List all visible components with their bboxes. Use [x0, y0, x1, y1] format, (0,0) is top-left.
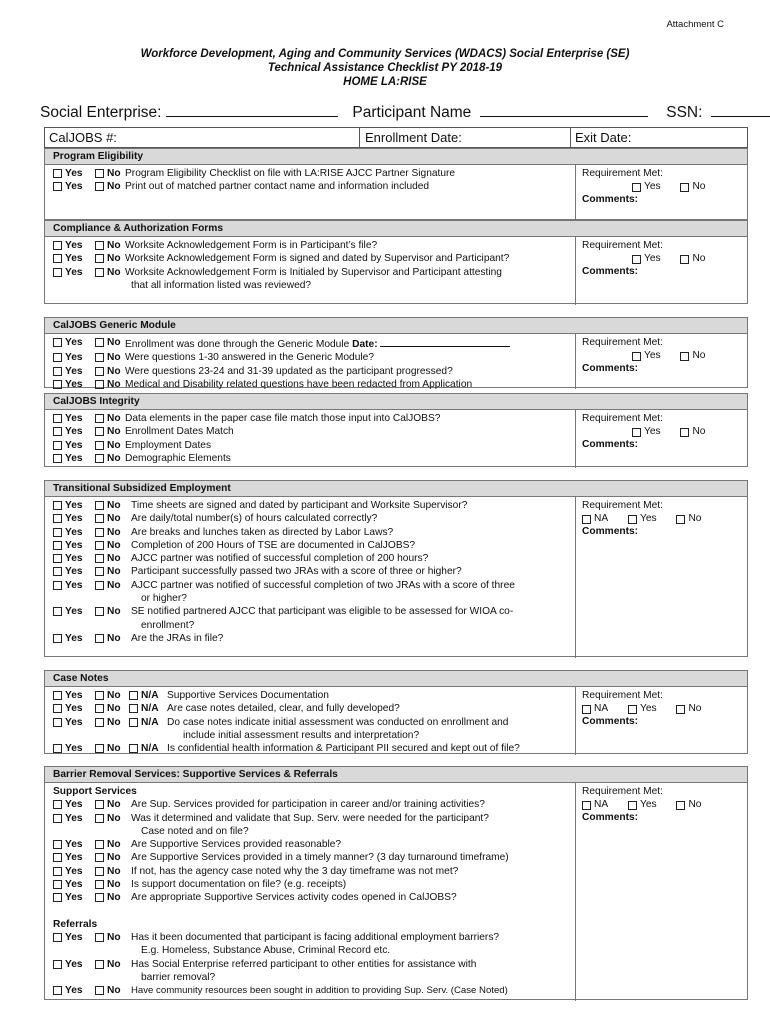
checklist-item: Yes No Worksite Acknowledgement Form is Initialed by Supervisor and Participant attesting	[53, 266, 583, 279]
req-no-checkbox[interactable]	[676, 705, 685, 714]
req-na-checkbox[interactable]	[582, 801, 591, 810]
yes-checkbox[interactable]	[53, 241, 62, 250]
checklist-item: Yes No N/A Do case notes indicate initial assessment was conducted on enrollment and	[53, 716, 583, 729]
req-yes-checkbox[interactable]	[632, 352, 641, 361]
requirement-met-box: Requirement Met: NA Yes No Comments:	[575, 783, 747, 1001]
requirement-met-box: Requirement Met: Yes No Comments:	[575, 165, 747, 221]
support-services-heading: Support Services	[53, 786, 137, 797]
program-eligibility-section	[44, 148, 748, 220]
ssn-field[interactable]	[711, 102, 770, 117]
social-enterprise-label: Social Enterprise:	[40, 104, 162, 121]
case-notes-section: Case Notes Yes No N/A Supportive Services Documentation Yes No N/A Are case notes detailed, clear, and fully developed? Yes No N/A Do case notes indicate initial assessment was conducted on enrollment and include initial assessment results and interpretation? Yes No N/A Is confidential health information & Participant PII secured and kept out of file? Requirement Met: NA Yes No Comments:	[44, 670, 748, 754]
no-checkbox[interactable]	[95, 528, 104, 537]
checklist-item: Yes No Medical and Disability related questions have been redacted from Application	[53, 378, 583, 391]
checklist-item: Yes No Enrollment was done through the Generic Module Date:	[53, 336, 583, 351]
no-checkbox[interactable]	[95, 554, 104, 563]
participant-name-label: Participant Name	[352, 104, 472, 121]
yes-checkbox[interactable]	[53, 254, 62, 263]
no-checkbox[interactable]	[95, 414, 104, 423]
no-checkbox[interactable]	[95, 567, 104, 576]
yes-checkbox[interactable]	[53, 501, 62, 510]
no-checkbox[interactable]	[95, 840, 104, 849]
no-checkbox[interactable]	[95, 960, 104, 969]
no-checkbox[interactable]	[95, 853, 104, 862]
yes-checkbox[interactable]	[53, 338, 62, 347]
attachment-label: Attachment C	[666, 19, 724, 30]
no-checkbox[interactable]	[95, 241, 104, 250]
no-checkbox[interactable]	[95, 691, 104, 700]
section-title: CalJOBS Integrity	[45, 394, 747, 410]
checklist-item: Yes No Are Sup. Services provided for participation in career and/or training activities?	[53, 798, 583, 811]
yes-checkbox[interactable]	[53, 514, 62, 523]
yes-checkbox[interactable]	[53, 986, 62, 995]
checklist-item: Yes No AJCC partner was notified of successful completion of 200 hours?	[53, 552, 583, 565]
checklist-item: Yes No Demographic Elements	[53, 452, 583, 465]
checklist-item: Yes No Time sheets are signed and dated by participant and Worksite Supervisor?	[53, 499, 583, 512]
no-checkbox[interactable]	[95, 441, 104, 450]
checklist-item: Yes No N/A Supportive Services Documentation	[53, 689, 583, 702]
yes-checkbox[interactable]	[53, 554, 62, 563]
checklist-item: Yes No N/A Is confidential health information & Participant PII secured and kept out of file?	[53, 742, 583, 755]
no-checkbox[interactable]	[95, 986, 104, 995]
section-title: Program Eligibility	[45, 149, 747, 165]
req-no-checkbox[interactable]	[680, 183, 689, 192]
no-checkbox[interactable]	[95, 353, 104, 362]
caljobs-generic-section	[44, 317, 748, 388]
yes-checkbox[interactable]	[53, 933, 62, 942]
yes-checkbox[interactable]	[53, 814, 62, 823]
requirement-met-box: Requirement Met: Yes No Comments:	[575, 410, 747, 468]
yes-checkbox[interactable]	[53, 541, 62, 550]
yes-checkbox[interactable]	[53, 353, 62, 362]
date-field[interactable]	[380, 336, 510, 347]
req-yes-checkbox[interactable]	[628, 705, 637, 714]
checklist-item: Yes No Print out of matched partner contact name and information included	[53, 180, 583, 193]
yes-checkbox[interactable]	[53, 427, 62, 436]
checklist-item: Yes No N/A Are case notes detailed, clear, and fully developed?	[53, 702, 583, 715]
na-checkbox[interactable]	[129, 691, 138, 700]
no-checkbox[interactable]	[95, 744, 104, 753]
referrals-heading: Referrals	[53, 918, 98, 930]
requirement-met-box: Requirement Met: NA Yes No Comments:	[575, 497, 747, 658]
checklist-item: Yes No Are Supportive Services provided in a timely manner? (3 day turnaround timeframe)	[53, 851, 583, 864]
na-checkbox[interactable]	[129, 704, 138, 713]
yes-checkbox[interactable]	[53, 454, 62, 463]
no-checkbox[interactable]	[95, 581, 104, 590]
req-yes-checkbox[interactable]	[628, 801, 637, 810]
checklist-item: Yes No Were questions 1-30 answered in the Generic Module?	[53, 351, 583, 364]
yes-checkbox[interactable]	[53, 853, 62, 862]
checklist-item: Yes No Has it been documented that participant is facing additional employment barriers?	[53, 931, 583, 944]
section-title: Case Notes	[45, 671, 747, 687]
checklist-item: Yes No Were questions 23-24 and 31-39 updated as the participant progressed?	[53, 365, 583, 378]
checklist-item: Yes No Are daily/total number(s) of hours calculated correctly?	[53, 512, 583, 525]
yes-checkbox[interactable]	[53, 380, 62, 389]
section-title: Compliance & Authorization Forms	[45, 221, 747, 237]
req-no-checkbox[interactable]	[680, 428, 689, 437]
enrollment-date-cell[interactable]: Enrollment Date:	[360, 128, 571, 148]
no-checkbox[interactable]	[95, 514, 104, 523]
checklist-item: Yes No Worksite Acknowledgement Form is in Participant’s file?	[53, 239, 583, 252]
caljobs-info-table	[44, 127, 748, 148]
no-checkbox[interactable]	[95, 268, 104, 277]
no-checkbox[interactable]	[95, 634, 104, 643]
req-na-checkbox[interactable]	[582, 515, 591, 524]
yes-checkbox[interactable]	[53, 268, 62, 277]
no-checkbox[interactable]	[95, 718, 104, 727]
yes-checkbox[interactable]	[53, 718, 62, 727]
compliance-section: Compliance & Authorization Forms Yes No Worksite Acknowledgement Form is in Participant’s file? Yes No Worksite Acknowledgement Form is signed and dated by Supervisor and Participant? Yes No Worksite Acknowledgement Form is Initialed by Supervisor and Participant attesting that all information listed was reviewed? Requirement Met: Yes No Comments:	[44, 220, 748, 304]
requirement-met-box: Requirement Met: Yes No Comments:	[575, 334, 747, 389]
checklist-item: Yes No Enrollment Dates Match	[53, 425, 583, 438]
req-na-checkbox[interactable]	[582, 705, 591, 714]
no-checkbox[interactable]	[95, 182, 104, 191]
header-line-3: HOME LA:RISE	[343, 76, 427, 88]
yes-checkbox[interactable]	[53, 704, 62, 713]
checklist-item: Yes No Are appropriate Supportive Services activity codes opened in CalJOBS?	[53, 891, 583, 904]
req-no-checkbox[interactable]	[680, 352, 689, 361]
req-yes-checkbox[interactable]	[632, 183, 641, 192]
yes-checkbox[interactable]	[53, 567, 62, 576]
checklist-item: Yes No Completion of 200 Hours of TSE are documented in CalJOBS?	[53, 539, 583, 552]
yes-checkbox[interactable]	[53, 182, 62, 191]
checklist-item: Yes No Are breaks and lunches taken as directed by Labor Laws?	[53, 526, 583, 539]
section-title: Barrier Removal Services: Supportive Services & Referrals	[45, 767, 747, 783]
checklist-item: Yes No Participant successfully passed two JRAs with a score of three or higher?	[53, 565, 583, 578]
no-checkbox[interactable]	[95, 367, 104, 376]
yes-checkbox[interactable]	[53, 893, 62, 902]
no-checkbox[interactable]	[95, 454, 104, 463]
tse-section: Transitional Subsidized Employment Yes No Time sheets are signed and dated by participant and Worksite Supervisor? Yes No Are daily/total number(s) of hours calculated correctly? Yes No Are breaks and lunches taken as directed by Labor Laws? Yes No Completion of 200 Hours of TSE are documented in CalJOBS? Yes No AJCC partner was notified of successful completion of 200 hours? Yes No Participant successfully passed two JRAs with a score of three or higher? Yes No AJCC partner was notified of successful completion of two JRAs with a score of three or higher? Yes No SE notified partnered AJCC that participant was eligible to be assessed for WIOA co- enrollment? Yes No Are the JRAs in file? Requirement Met: NA Yes No Comments:	[44, 480, 748, 657]
requirement-met-box: Requirement Met: NA Yes No Comments:	[575, 687, 747, 755]
no-checkbox[interactable]	[95, 169, 104, 178]
no-checkbox[interactable]	[95, 800, 104, 809]
no-checkbox[interactable]	[95, 338, 104, 347]
no-checkbox[interactable]	[95, 254, 104, 263]
checklist-item: Yes No Are Supportive Services provided reasonable?	[53, 838, 583, 851]
checklist-item: Yes No Data elements in the paper case file match those input into CalJOBS?	[53, 412, 583, 425]
barrier-removal-section: Barrier Removal Services: Supportive Services & Referrals Support Services Yes No Are Sup. Services provided for participation in career and/or training activities? Yes No Was it determined and validate that Sup. Serv. were needed for the participant? Case noted and on file? Yes No Are Supportive Services provided reasonable? Yes No Are Supportive Services provided in a timely manner? (3 day turnaround timeframe) Yes No If not, has the agency case noted why the 3 day timeframe was not met? Yes No Is support documentation on file? (e.g. receipts) Yes No Are appropriate Supportive Services activity codes opened in CalJOBS? Referrals Yes No Has it been documented that participant is facing additional employment barriers? E.g. Homeless, Substance Abuse, Criminal Record etc. Yes No Has Social Enterprise referred participant to other entities for assistance with barrier removal? Yes No Have community resources been sought in addition to providing Sup. Serv. (Case Noted) Requirement Met: NA Yes No Comments:	[44, 766, 748, 1000]
requirement-met-box: Requirement Met: Yes No Comments:	[575, 237, 747, 305]
req-no-checkbox[interactable]	[676, 515, 685, 524]
req-no-checkbox[interactable]	[676, 801, 685, 810]
comments-label: Comments:	[582, 194, 639, 205]
yes-checkbox[interactable]	[53, 634, 62, 643]
no-checkbox[interactable]	[95, 380, 104, 389]
no-checkbox[interactable]	[95, 814, 104, 823]
checklist-item: Yes No Employment Dates	[53, 439, 583, 452]
no-checkbox[interactable]	[95, 427, 104, 436]
checklist-item: Yes No SE notified partnered AJCC that participant was eligible to be assessed for WIOA co-	[53, 605, 583, 618]
section-title: CalJOBS Generic Module	[45, 318, 747, 334]
no-checkbox[interactable]	[95, 880, 104, 889]
checklist-item: Yes No Program Eligibility Checklist on file with LA:RISE AJCC Partner Signature	[53, 167, 583, 180]
req-yes-checkbox[interactable]	[632, 428, 641, 437]
req-yes-checkbox[interactable]	[632, 255, 641, 264]
na-checkbox[interactable]	[129, 744, 138, 753]
no-checkbox[interactable]	[95, 893, 104, 902]
no-checkbox[interactable]	[95, 501, 104, 510]
yes-checkbox[interactable]	[53, 581, 62, 590]
no-checkbox[interactable]	[95, 704, 104, 713]
yes-checkbox[interactable]	[53, 960, 62, 969]
no-checkbox[interactable]	[95, 607, 104, 616]
ssn-label: SSN:	[666, 104, 703, 121]
checklist-item: Yes No Have community resources been sought in addition to providing Sup. Serv. (Case Noted)	[53, 984, 583, 997]
checklist-item: Yes No Worksite Acknowledgement Form is signed and dated by Supervisor and Participant?	[53, 252, 583, 265]
section-title: Transitional Subsidized Employment	[45, 481, 747, 497]
header-line-2: Technical Assistance Checklist PY 2018-19	[267, 62, 503, 74]
req-yes-checkbox[interactable]	[628, 515, 637, 524]
checklist-item: Yes No Was it determined and validate that Sup. Serv. were needed for the participant?	[53, 812, 583, 825]
yes-checkbox[interactable]	[53, 414, 62, 423]
caljobs-number-cell[interactable]: CalJOBS #:	[45, 128, 360, 148]
yes-checkbox[interactable]	[53, 607, 62, 616]
yes-checkbox[interactable]	[53, 169, 62, 178]
checklist-item: Yes No AJCC partner was notified of successful completion of two JRAs with a score of three	[53, 579, 583, 592]
na-checkbox[interactable]	[129, 718, 138, 727]
social-enterprise-field[interactable]	[166, 102, 338, 117]
checklist-item: Yes No Are the JRAs in file?	[53, 632, 583, 645]
header-line-1: Workforce Development, Aging and Community Services (WDACS) Social Enterprise (SE)	[140, 48, 630, 60]
exit-date-cell[interactable]: Exit Date:	[571, 128, 748, 148]
yes-checkbox[interactable]	[53, 880, 62, 889]
yes-checkbox[interactable]	[53, 744, 62, 753]
yes-checkbox[interactable]	[53, 528, 62, 537]
no-checkbox[interactable]	[95, 541, 104, 550]
checklist-item: Yes No If not, has the agency case noted why the 3 day timeframe was not met?	[53, 865, 583, 878]
no-checkbox[interactable]	[95, 867, 104, 876]
yes-checkbox[interactable]	[53, 840, 62, 849]
no-checkbox[interactable]	[95, 933, 104, 942]
yes-checkbox[interactable]	[53, 867, 62, 876]
req-no-checkbox[interactable]	[680, 255, 689, 264]
checklist-item: Yes No Is support documentation on file? (e.g. receipts)	[53, 878, 583, 891]
yes-checkbox[interactable]	[53, 800, 62, 809]
caljobs-integrity-section	[44, 393, 748, 467]
checklist-item: Yes No Has Social Enterprise referred participant to other entities for assistance with	[53, 958, 583, 971]
yes-checkbox[interactable]	[53, 691, 62, 700]
participant-info-line	[40, 102, 745, 122]
yes-checkbox[interactable]	[53, 441, 62, 450]
yes-checkbox[interactable]	[53, 367, 62, 376]
participant-name-field[interactable]	[480, 102, 648, 117]
